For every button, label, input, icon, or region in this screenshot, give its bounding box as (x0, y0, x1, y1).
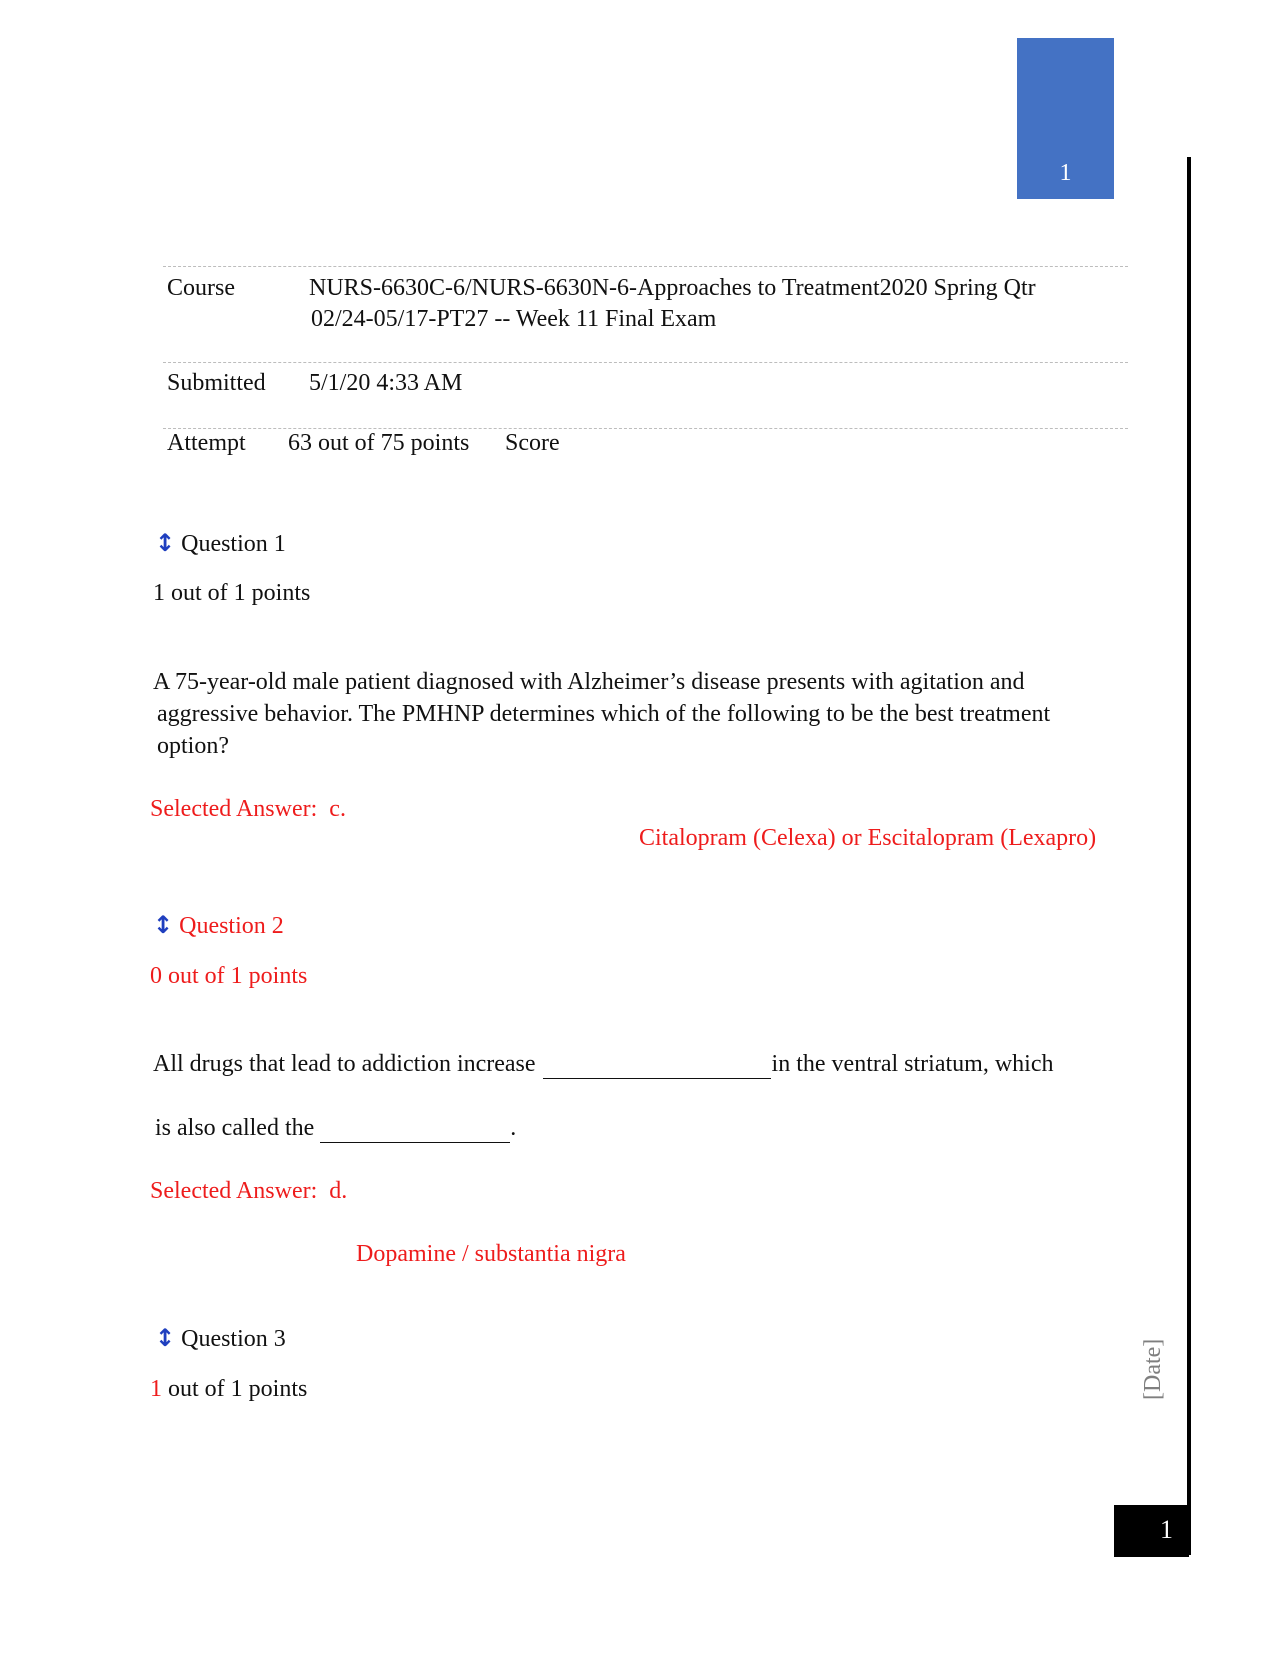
footer-page-box (1114, 1505, 1189, 1557)
course-value-line1: NURS-6630C-6/NURS-6630N-6-Approaches to Treatment2020 Spring Qtr (309, 275, 1036, 301)
question-1-selected (150, 794, 346, 824)
score-label: Score (505, 430, 560, 456)
attempt-label: Attempt (167, 430, 246, 456)
question-1-header (155, 528, 286, 559)
answer-blank (320, 1116, 510, 1143)
question-2-selected-answer-text: Dopamine / substantia nigra (356, 1241, 626, 1267)
points-rest: out of 1 points (168, 1376, 308, 1402)
question-3-title: Question 3 (181, 1326, 286, 1352)
question-1-text-line: aggressive behavior. The PMHNP determines which of the following to be the best treatment (157, 701, 1051, 727)
selected-answer-letter: d. (329, 1178, 348, 1204)
side-rule (1187, 157, 1191, 1555)
question-3-points (150, 1374, 307, 1404)
question-2-text-part: is also called the (155, 1115, 315, 1141)
divider (163, 266, 1128, 267)
course-label: Course (167, 275, 235, 301)
question-2-selected (150, 1176, 347, 1206)
page-number-tab (1017, 38, 1114, 199)
selected-answer-label: Selected Answer: (150, 1178, 318, 1204)
question-2-title: Question 2 (179, 913, 284, 939)
updown-arrow-icon: ↕ (153, 911, 174, 939)
question-2-header (153, 910, 284, 941)
question-1-selected-answer-text: Citalopram (Celexa) or Escitalopram (Lexapro) (639, 825, 1097, 851)
question-1-text-line: A 75-year-old male patient diagnosed with Alzheimer’s disease presents with agitation and (153, 669, 1025, 695)
question-1-points: 1 out of 1 points (153, 580, 311, 606)
question-3-header (155, 1323, 286, 1354)
answer-blank (543, 1052, 771, 1079)
question-1-text-line: option? (157, 733, 229, 759)
page-tab-number: 1 (1059, 160, 1072, 186)
date-placeholder: [Date] (1140, 1338, 1166, 1400)
divider (163, 362, 1128, 363)
selected-answer-letter: c. (329, 796, 346, 822)
submitted-label: Submitted (167, 370, 266, 396)
question-2-text-part: in the ventral striatum, which (771, 1051, 1054, 1077)
course-value-line2: 02/24-05/17-PT27 -- Week 11 Final Exam (311, 306, 717, 332)
submitted-value: 5/1/20 4:33 AM (309, 370, 463, 396)
question-2-text-line1 (153, 1049, 1053, 1079)
question-1-title: Question 1 (181, 531, 286, 557)
updown-arrow-icon: ↕ (155, 1324, 176, 1352)
updown-arrow-icon: ↕ (155, 529, 176, 557)
attempt-value: 63 out of 75 points (288, 430, 470, 456)
points-earned: 1 (150, 1376, 162, 1402)
footer-page-number: 1 (1160, 1515, 1173, 1544)
question-2-text-line2: is also called the . (155, 1115, 517, 1141)
question-2-points: 0 out of 1 points (150, 963, 308, 989)
selected-answer-label: Selected Answer: (150, 796, 318, 822)
question-2-text-part: All drugs that lead to addiction increase (153, 1051, 536, 1077)
